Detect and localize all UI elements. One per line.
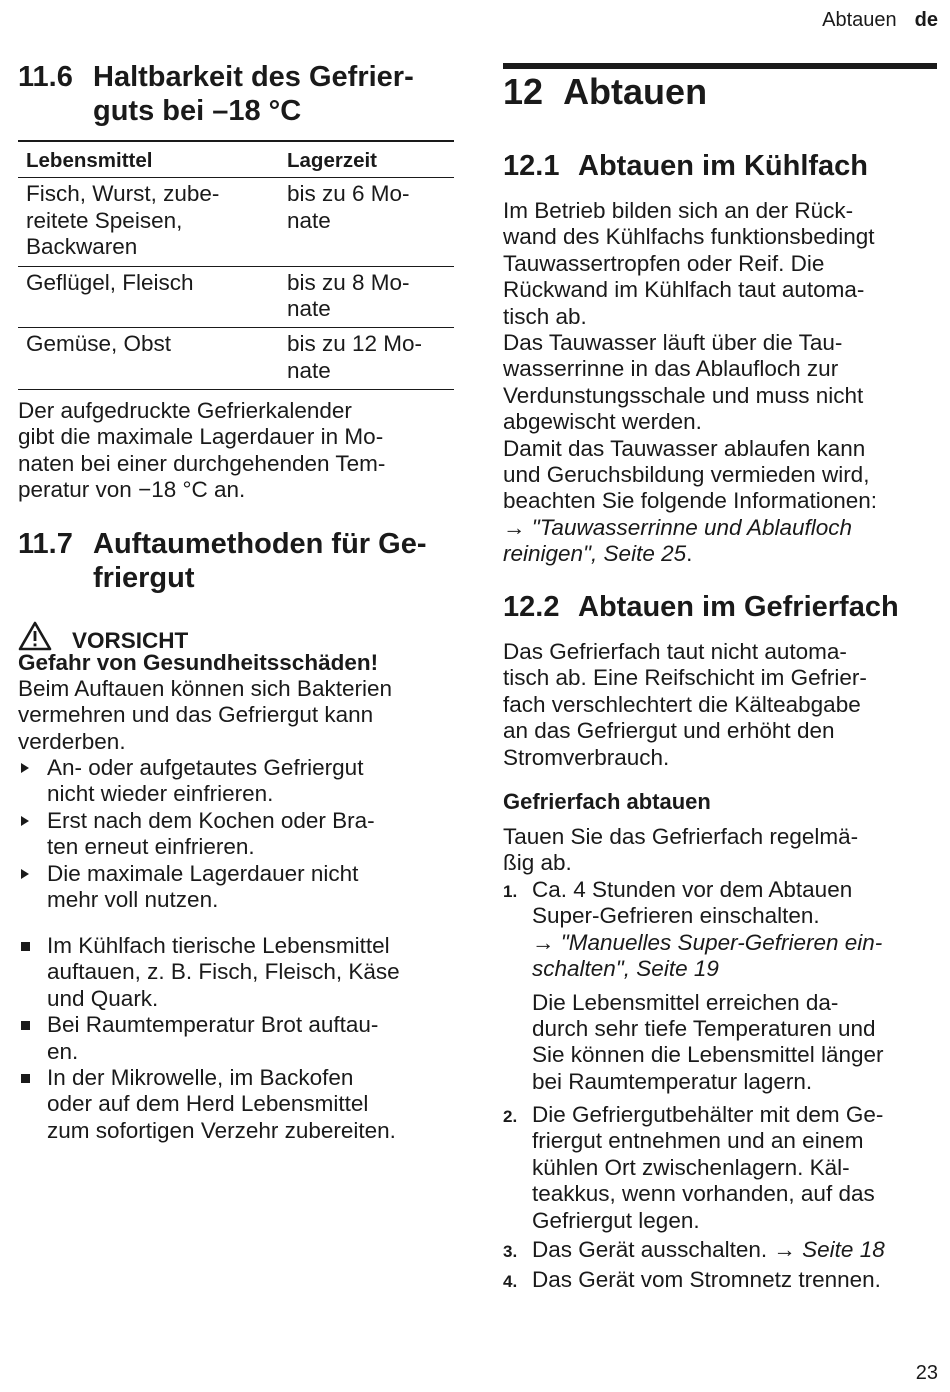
warning-label: VORSICHT xyxy=(72,628,189,653)
cell-line: Gemüse, Obst xyxy=(26,331,172,357)
warning-actions xyxy=(18,755,454,913)
column-header-time: Lagerzeit xyxy=(279,141,454,178)
cell-line: nate xyxy=(287,207,331,233)
list-item xyxy=(18,861,454,914)
text-line: Das Gefrierfach taut nicht automa- xyxy=(503,639,847,664)
danger-statement: Gefahr von Gesundheitsschäden! xyxy=(18,650,379,675)
text-line: Die maximale Lagerdauer nicht xyxy=(47,860,359,886)
heading-12-1 xyxy=(503,149,937,183)
list-item xyxy=(18,755,454,808)
table-cell-food xyxy=(18,328,279,390)
text-line: beachten Sie folgende Informationen: xyxy=(503,488,878,514)
text-line: Erst nach dem Kochen oder Bra- xyxy=(47,807,375,833)
step-2 xyxy=(503,1102,937,1234)
step-number: 1. xyxy=(503,882,518,901)
storage-table xyxy=(18,140,454,390)
text-line: Gefriergut legen. xyxy=(532,1207,700,1233)
chapter-number: 12 xyxy=(503,71,544,112)
xref-end: . xyxy=(686,541,693,567)
text-line: auftauen, z. B. Fisch, Fleisch, Käse xyxy=(47,959,400,985)
text-line: In der Mikrowelle, im Backofen xyxy=(47,1065,354,1091)
table-cell-time xyxy=(279,328,454,390)
step-3 xyxy=(503,1237,937,1263)
table-cell-time xyxy=(279,178,454,266)
heading-number: 11.7 xyxy=(18,528,73,560)
text-line: Der aufgedruckte Gefrierkalender xyxy=(18,398,352,423)
text-line: naten bei einer durchgehenden Tem- xyxy=(18,450,386,476)
heading-number: 12.2 xyxy=(503,591,560,623)
defrost-intro xyxy=(503,824,937,877)
step-1 xyxy=(503,877,937,1095)
step-4 xyxy=(503,1267,937,1293)
xref-drain-cleaning[interactable] xyxy=(503,515,852,540)
text-line: Bei Raumtemperatur Brot auftau- xyxy=(47,1012,379,1038)
page-number: 23 xyxy=(915,1362,938,1384)
text-line: mehr voll nutzen. xyxy=(47,887,219,913)
xref-switch-off[interactable] xyxy=(773,1237,884,1262)
text-line: Tauen Sie das Gefrierfach regelmä- xyxy=(503,824,859,849)
header-language: de xyxy=(914,9,938,31)
heading-11-6 xyxy=(18,60,454,128)
xref-text: Seite 18 xyxy=(802,1237,885,1262)
text-line: Stromverbrauch. xyxy=(503,744,670,770)
text-line: teakkus, wenn vorhanden, auf das xyxy=(532,1181,875,1207)
xref-text[interactable]: reinigen", Seite 25 xyxy=(503,541,687,567)
text-line: gibt die maximale Lagerdauer in Mo- xyxy=(18,424,384,450)
text-line: Im Kühlfach tierische Lebensmittel xyxy=(47,933,390,958)
table-cell-food xyxy=(18,178,279,266)
warning-text xyxy=(18,676,454,755)
step-number: 4. xyxy=(503,1272,518,1291)
table-cell-food xyxy=(18,266,279,328)
text-line: Die Gefriergutbehälter mit dem Ge- xyxy=(532,1102,884,1127)
text-line: peratur von −18 °C an. xyxy=(18,477,246,503)
text-line: fach verschlechtert die Kälteabgabe xyxy=(503,691,861,717)
text-line: wand des Kühlfachs funktionsbedingt xyxy=(503,224,875,250)
subheading-freezer-defrost: Gefrierfach abtauen xyxy=(503,789,711,814)
cell-line: bis zu 8 Mo- xyxy=(287,269,410,295)
table-row xyxy=(18,328,454,390)
cell-line: Fisch, Wurst, zube- xyxy=(26,181,220,207)
text-line: Rückwand im Kühlfach taut automa- xyxy=(503,277,865,303)
text-line: Sie können die Lebensmittel länger xyxy=(532,1042,884,1068)
heading-line: Abtauen im Kühlfach xyxy=(578,150,869,182)
text-line: Das Gerät ausschalten. xyxy=(532,1237,768,1262)
text-line: oder auf dem Herd Lebensmittel xyxy=(47,1091,369,1117)
step-number: 3. xyxy=(503,1242,518,1261)
xref-text[interactable]: schalten", Seite 19 xyxy=(532,956,719,982)
arrow-right-icon: → xyxy=(773,1237,796,1262)
cell-line: Geflügel, Fleisch xyxy=(26,269,194,295)
calendar-paragraph xyxy=(18,398,454,504)
text-line: durch sehr tiefe Temperaturen und xyxy=(532,1016,876,1042)
heading-line: Abtauen im Gefrierfach xyxy=(578,591,899,623)
heading-11-7 xyxy=(18,527,454,595)
text-line: Das Tauwasser läuft über die Tau- xyxy=(503,330,843,356)
text-line: vermehren und das Gefriergut kann xyxy=(18,702,374,728)
xref-text: "Manuelles Super-Gefrieren ein- xyxy=(560,929,883,955)
heading-line: Auftaumethoden für Ge- xyxy=(93,528,427,560)
header-section: Abtauen xyxy=(822,9,897,31)
text-line: ßig ab. xyxy=(503,850,572,876)
text-line: abgewischt werden. xyxy=(503,409,702,435)
heading-line: friergut xyxy=(93,562,195,594)
list-item xyxy=(18,1012,454,1065)
cell-line: bis zu 6 Mo- xyxy=(287,181,410,207)
table-cell-time xyxy=(279,266,454,328)
thawing-methods xyxy=(18,933,454,1144)
text-line: an das Gefriergut und erhöht den xyxy=(503,718,835,744)
chapter-rule xyxy=(503,63,937,69)
column-header-food: Lebensmittel xyxy=(18,141,279,178)
text-line: verderben. xyxy=(18,728,126,754)
arrow-right-icon: → xyxy=(503,514,526,540)
xref-super-freeze[interactable] xyxy=(532,930,882,955)
text-line: Das Gerät vom Stromnetz trennen. xyxy=(532,1267,881,1292)
text-line: wasserrinne in das Ablaufloch zur xyxy=(503,356,839,382)
cell-line: bis zu 12 Mo- xyxy=(287,331,423,357)
table-row xyxy=(18,266,454,328)
text-line: Die Lebensmittel erreichen da- xyxy=(532,989,839,1015)
step-number: 2. xyxy=(503,1107,518,1126)
running-header xyxy=(822,9,938,32)
cell-line: Backwaren xyxy=(26,234,138,260)
text-line: Ca. 4 Stunden vor dem Abtauen xyxy=(532,877,853,902)
table-row xyxy=(18,178,454,266)
warning-triangle-icon xyxy=(18,621,52,651)
text-line: friergut entnehmen und an einem xyxy=(532,1128,864,1154)
arrow-right-icon: → xyxy=(532,929,555,955)
cell-line: reitete Speisen, xyxy=(26,207,183,233)
text-line: Beim Auftauen können sich Bakterien xyxy=(18,676,392,701)
list-item xyxy=(18,933,454,1012)
text-line: zum sofortigen Verzehr zubereiten. xyxy=(47,1117,396,1143)
text-line: Damit das Tauwasser ablaufen kann xyxy=(503,435,866,461)
text-line: nicht wieder einfrieren. xyxy=(47,781,274,807)
text-line: und Quark. xyxy=(47,985,159,1011)
heading-line: guts bei –18 °C xyxy=(93,95,302,127)
chapter-title xyxy=(503,72,707,112)
text-line: und Geruchsbildung vermieden wird, xyxy=(503,462,870,488)
heading-12-2 xyxy=(503,590,937,624)
heading-line: Haltbarkeit des Gefrier- xyxy=(93,61,414,93)
table-header-row xyxy=(18,141,454,178)
text-line: bei Raumtemperatur lagern. xyxy=(532,1068,813,1094)
text-line: An- oder aufgetautes Gefriergut xyxy=(47,755,364,780)
heading-number: 12.1 xyxy=(503,150,560,182)
text-line: Tauwassertropfen oder Reif. Die xyxy=(503,250,825,276)
list-item xyxy=(18,1065,454,1144)
cell-line: nate xyxy=(287,296,331,322)
freezer-defrost-paragraph xyxy=(503,639,937,771)
text-line: ten erneut einfrieren. xyxy=(47,834,255,860)
text-line: Super-Gefrieren einschalten. xyxy=(532,903,820,929)
text-line: Im Betrieb bilden sich an der Rück- xyxy=(503,198,854,223)
text-line: kühlen Ort zwischenlagern. Käl- xyxy=(532,1154,850,1180)
heading-number: 11.6 xyxy=(18,61,73,93)
xref-text: "Tauwasserrinne und Ablaufloch xyxy=(531,514,853,540)
chapter-name: Abtauen xyxy=(563,71,708,112)
text-line: en. xyxy=(47,1038,79,1064)
text-line: tisch ab. xyxy=(503,303,587,329)
text-line: Verdunstungsschale und muss nicht xyxy=(503,382,864,408)
list-item xyxy=(18,808,454,861)
cell-line: nate xyxy=(287,357,331,383)
text-line: tisch ab. Eine Reifschicht im Gefrier- xyxy=(503,665,867,691)
fridge-defrost-paragraph xyxy=(503,198,937,568)
